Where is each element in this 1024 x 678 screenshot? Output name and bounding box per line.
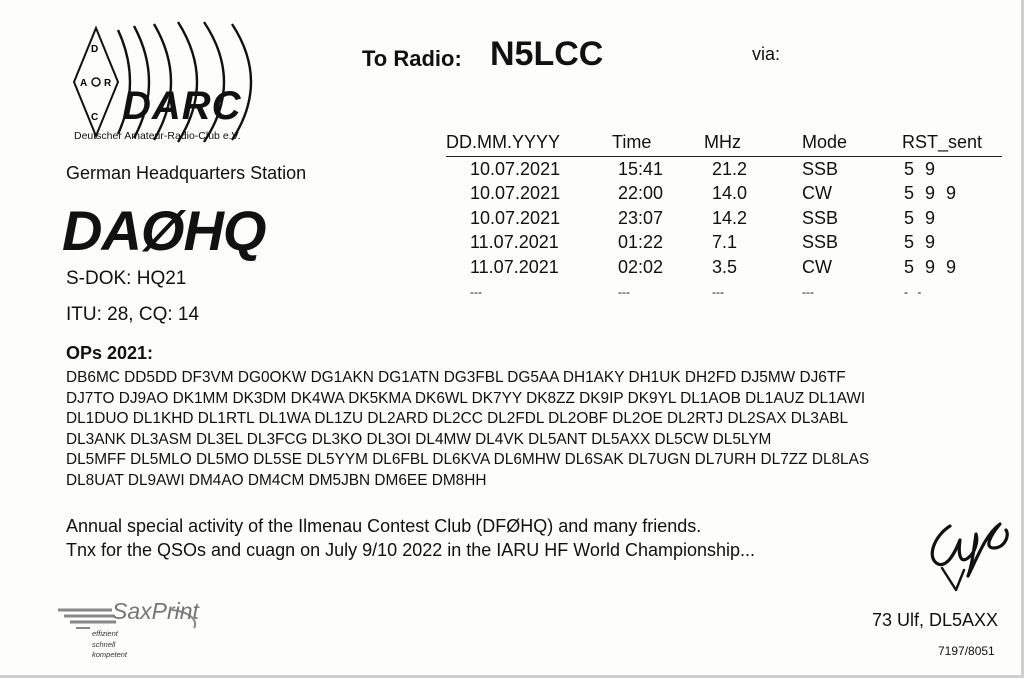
qso-time: 15:41	[618, 158, 664, 179]
qso-date: 10.07.2021	[470, 207, 561, 228]
qso-mode: ---	[802, 284, 814, 299]
qso-date: ---	[470, 284, 482, 299]
qso-table	[446, 130, 1002, 304]
closing-signoff: 73 Ulf, DL5AXX	[872, 610, 999, 630]
station-itu-cq: ITU: 28, CQ: 14	[66, 304, 200, 325]
darc-wordmark: DARC	[122, 84, 242, 128]
qso-mode: SSB	[802, 232, 839, 253]
printer-name: SaxPrint	[112, 598, 199, 624]
printer-tag-line: effizient	[92, 629, 118, 638]
qso-rst: - -	[904, 284, 925, 299]
emblem-letter-c: C	[91, 112, 99, 123]
qso-mhz: 3.5	[712, 256, 738, 277]
operators-line: DJ7TO DJ9AO DK1MM DK3DM DK4WA DK5KMA DK6WL DK7YY DK8ZZ DK9IP DK9YL DL1AOB DL1AUZ DL1AWI	[66, 389, 866, 407]
operators-title: OPs 2021:	[66, 343, 154, 363]
qso-rst: 5 9	[904, 158, 939, 179]
darc-logo	[60, 20, 310, 150]
qso-mode: CW	[802, 183, 832, 204]
darc-subtitle: Deutscher Amateur-Radio-Club e.V.	[74, 130, 241, 142]
qso-mode: SSB	[802, 158, 839, 179]
signature-icon	[920, 514, 1016, 594]
qso-mhz: 7.1	[712, 232, 738, 253]
header-time: Time	[612, 130, 704, 157]
emblem-letter-d: D	[91, 44, 99, 55]
qso-date: 11.07.2021	[470, 256, 559, 277]
qso-time: 22:00	[618, 183, 664, 204]
printer-tag-line: schnell	[92, 639, 116, 649]
via-label: via:	[752, 44, 781, 64]
printer-tag-line: kompetent	[92, 650, 128, 659]
header-mode: Mode	[802, 130, 902, 157]
qso-time: 01:22	[618, 232, 664, 253]
qso-time: 02:02	[618, 256, 664, 277]
qso-date: 10.07.2021	[470, 183, 561, 204]
to-radio-callsign: N5LCC	[490, 35, 604, 73]
header-mhz: MHz	[704, 130, 802, 157]
activity-note: Annual special activity of the Ilmenau Contest Club (DFØHQ) and many friends.	[66, 516, 702, 536]
card-serial: 7197/8051	[938, 644, 995, 658]
station-sdok: S-DOK: HQ21	[66, 268, 187, 289]
operators-list	[66, 368, 996, 492]
qso-row	[446, 255, 1002, 280]
qso-mhz: 21.2	[712, 158, 748, 179]
qso-table-header	[446, 130, 1002, 157]
qso-rst: 5 9 9	[904, 183, 960, 204]
qso-row	[446, 182, 1002, 207]
to-radio-label: To Radio:	[362, 46, 462, 71]
printer-tagline	[92, 629, 127, 661]
header-date: DD.MM.YYYY	[446, 130, 612, 157]
emblem-letter-a: A	[80, 78, 88, 89]
qso-mode: SSB	[802, 207, 839, 228]
operators-line: DL3ANK DL3ASM DL3EL DL3FCG DL3KO DL3OI DL4MW DL4VK DL5ANT DL5AXX DL5CW DL5LYM	[66, 430, 772, 448]
qso-rst: 5 9	[904, 207, 939, 228]
operators-line: DB6MC DD5DD DF3VM DG0OKW DG1AKN DG1ATN DG3FBL DG5AA DH1AKY DH1UK DH2FD DJ5MW DJ6TF	[66, 369, 846, 386]
qso-time: 23:07	[618, 207, 664, 228]
qso-date: 10.07.2021	[470, 158, 561, 179]
qso-time: ---	[618, 284, 630, 299]
header-rst: RST_sent	[902, 130, 1002, 157]
station-name: German Headquarters Station	[66, 163, 307, 183]
operators-line: DL8UAT DL9AWI DM4AO DM4CM DM5JBN DM6EE DM8HH	[66, 471, 487, 489]
emblem-letter-r: R	[104, 78, 112, 89]
qso-row	[446, 231, 1002, 256]
station-callsign: DAØHQ	[62, 199, 266, 262]
qso-date: 11.07.2021	[470, 232, 559, 253]
qso-rst: 5 9	[904, 232, 939, 253]
printer-logo	[54, 598, 214, 662]
qso-mhz: 14.0	[712, 183, 748, 204]
qso-mode: CW	[802, 256, 832, 277]
operators-line: DL5MFF DL5MLO DL5MO DL5SE DL5YYM DL6FBL DL6KVA DL6MHW DL6SAK DL7UGN DL7URH DL7ZZ DL8LAS	[66, 451, 870, 469]
qso-row	[446, 206, 1002, 231]
qso-row-empty	[446, 280, 1002, 305]
thanks-note: Tnx for the QSOs and cuagn on July 9/10 2022 in the IARU HF World Championship...	[66, 540, 756, 560]
qso-mhz: 14.2	[712, 207, 748, 228]
operators-line: DL1DUO DL1KHD DL1RTL DL1WA DL1ZU DL2ARD DL2CC DL2FDL DL2OBF DL2OE DL2RTJ DL2SAX DL3ABL	[66, 410, 849, 428]
qso-row	[446, 157, 1002, 182]
qso-mhz: ---	[712, 284, 724, 299]
qso-rst: 5 9 9	[904, 256, 960, 277]
